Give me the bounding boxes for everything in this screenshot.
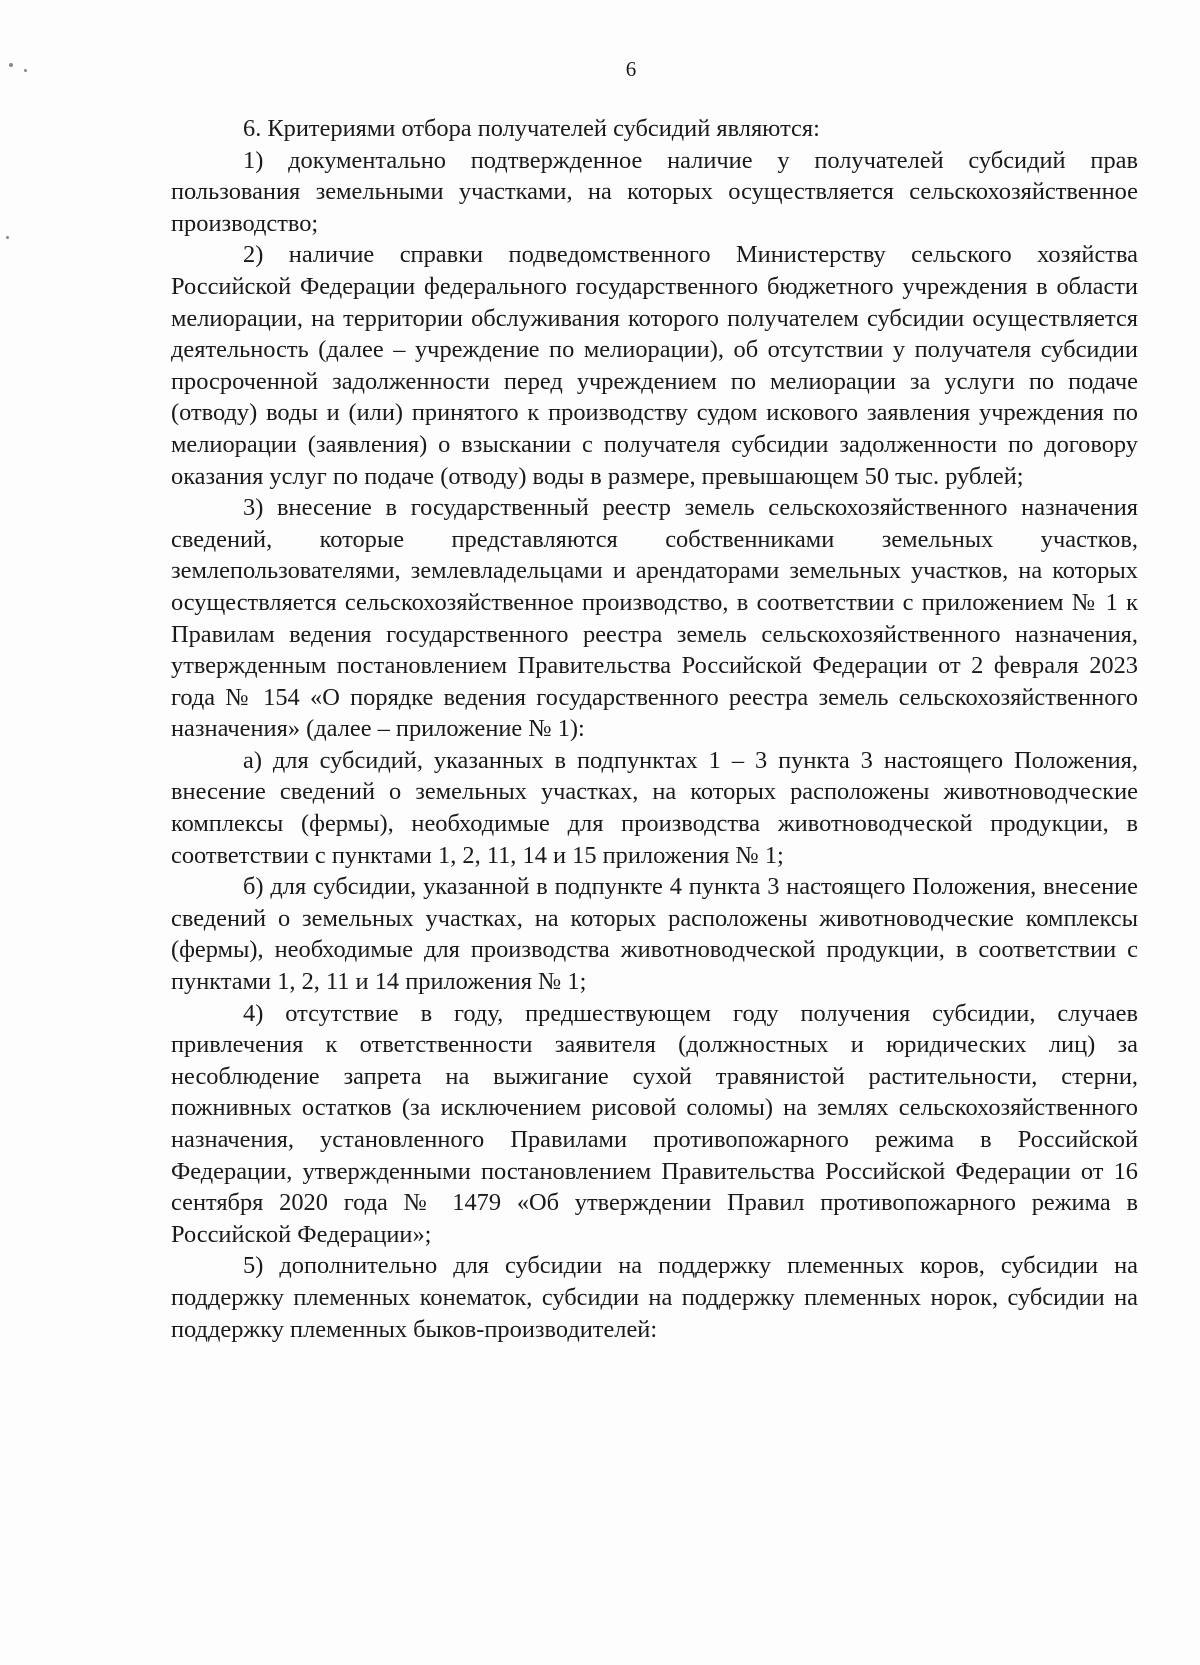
paragraph-item-3: 3) внесение в государственный реестр земель сельскохозяйственного назначения сведений, которые представляются собственниками земельных участков, землепользователями, землевладельцами и арендаторами земельных участков, на которых осуществляется сельскохозяйственное производство, в соответствии с приложением № 1 к Правилам ведения государственного реестра земель сельскохозяйственного назначения, утвержденным постановлением Правительства Российской Федерации от 2 февраля 2023 года № 154 «О порядке ведения государственного реестра земель сельскохозяйственного назначения» (далее – приложение № 1): (171, 494, 1138, 743)
paragraph-item-4: 4) отсутствие в году, предшествующем году получения субсидии, случаев привлечения к ответственности заявителя (должностных и юридических лиц) за несоблюдение запрета на выжигание сухой травянистой растительности, стерни, пожнивных остатков (за исключением рисовой соломы) на землях сельскохозяйственного назначения, установленного Правилами противопожарного режима в Российской Федерации, утвержденными постановлением Правительства Российской Федерации от 16 сентября 2020 года № 1479 «Об утверждении Правил противопожарного режима в Российской Федерации»; (171, 999, 1138, 1248)
paragraph-item-3b: б) для субсидии, указанной в подпункте 4 пункта 3 настоящего Положения, внесение сведений о земельных участках, на которых расположены животноводческие комплексы (фермы), необходимые для производства животноводческой продукции, в соответствии с пунктами 1, 2, 11 и 14 приложения № 1; (171, 873, 1138, 996)
page-number: 6 (625, 57, 637, 81)
paragraph-criteria-heading: 6. Критериями отбора получателей субсидий являются: (243, 115, 820, 142)
paragraph-item-1: 1) документально подтвержденное наличие у получателей субсидий прав пользования земельными участками, на которых осуществляется сельскохозяйственное производство; (171, 146, 1138, 237)
paragraph-item-5: 5) дополнительно для субсидии на поддержку племенных коров, субсидии на поддержку племенных конематок, субсидии на поддержку племенных норок, субсидии на поддержку племенных быков-производителей: (171, 1252, 1138, 1343)
document-body (171, 113, 1138, 1345)
scan-speck (6, 236, 9, 239)
paragraph-item-3a: а) для субсидий, указанных в подпунктах 1 – 3 пункта 3 настоящего Положения, внесение сведений о земельных участках, на которых расположены животноводческие комплексы (фермы), необходимые для производства животноводческой продукции, в соответствии с пунктами 1, 2, 11, 14 и 15 приложения № 1; (171, 746, 1138, 869)
paragraph-item-2: 2) наличие справки подведомственного Министерству сельского хозяйства Российской Федерации федерального государственного бюджетного учреждения в области мелиорации, на территории обслуживания которого получателем субсидии осуществляется деятельность (далее – учреждение по мелиорации), об отсутствии у получателя субсидии просроченной задолженности перед учреждением по мелиорации за услуги по подаче (отводу) воды и (или) принятого к производству судом искового заявления учреждения по мелиорации (заявления) о взыскании с получателя субсидии задолженности по договору оказания услуг по подаче (отводу) воды в размере, превышающем 50 тыс. рублей; (171, 241, 1138, 490)
